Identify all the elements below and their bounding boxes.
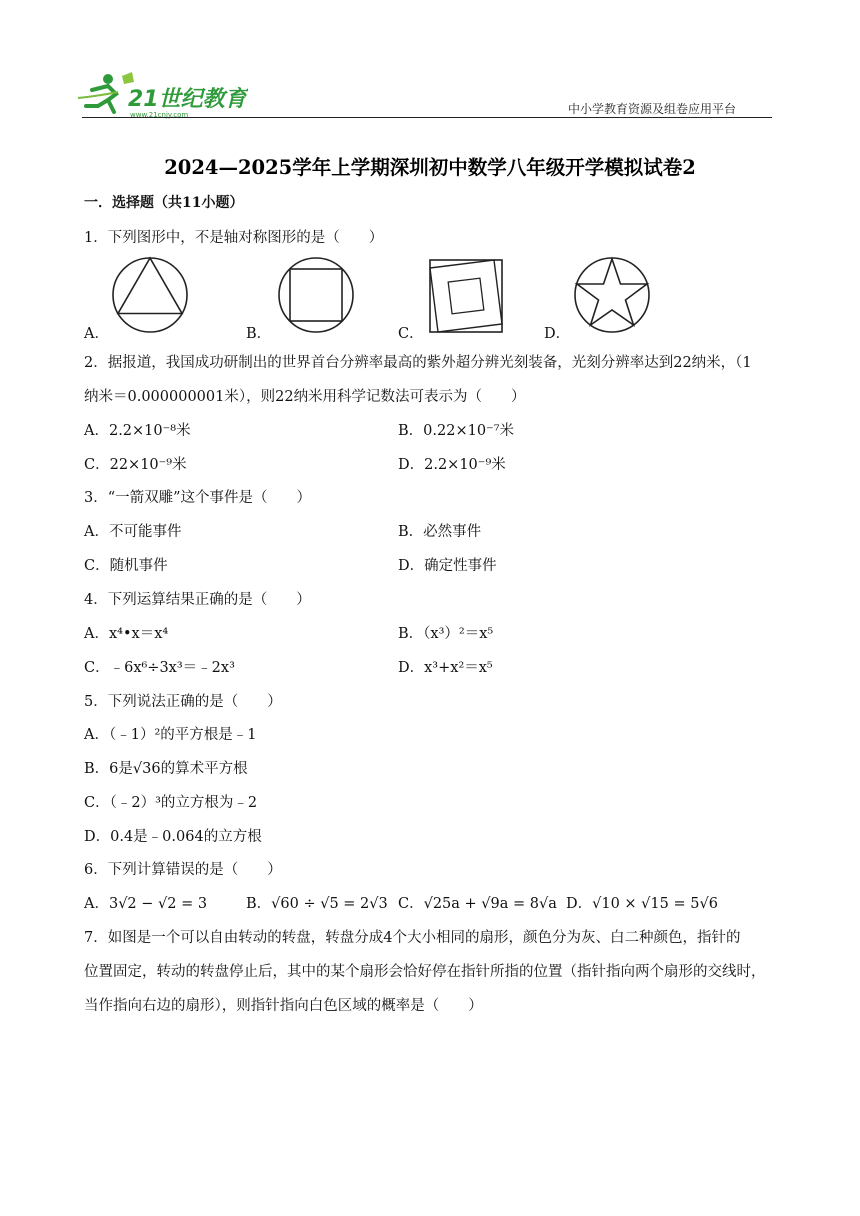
header-divider [82,117,772,118]
runner-icon [78,72,134,112]
question-2-stem-line1: 2．据报道，我国成功研制出的世界首台分辨率最高的紫外超分辨光刻装备，光刻分辨率达到22纳米，（1 [84,355,752,371]
q5-option-c: C．（﹣2）³的立方根为﹣2 [84,795,258,811]
question-4-stem: 4．下列运算结果正确的是（ ） [84,592,311,608]
q2-option-d: D．2.2×10⁻⁹米 [398,457,506,473]
q5-option-b: B．6是√36的算术平方根 [84,761,248,777]
logo-text: 21世纪教育 [128,87,247,112]
logo-url: www.21cnjy.com [130,111,189,119]
q4-option-b: B．（x³）²＝x⁵ [398,626,494,642]
q3-option-d: D．确定性事件 [398,558,497,574]
question-5-stem: 5．下列说法正确的是（ ） [84,694,282,710]
question-2-stem-line2: 纳米＝0.000000001米），则22纳米用科学记数法可表示为（ ） [84,389,526,405]
q3-option-c: C．随机事件 [84,558,168,574]
question-7-line3: 当作指向右边的扇形），则指针指向白色区域的概率是（ ） [84,998,483,1014]
q1-option-c-label: C． [398,326,424,342]
page-title: 2024—2025学年上学期深圳初中数学八年级开学模拟试卷2 [164,156,696,179]
question-7-line2: 位置固定，转动的转盘停止后，其中的某个扇形会恰好停在指针所指的位置（指针指向两个扇形的交线时， [84,964,766,980]
q2-option-c: C．22×10⁻⁹米 [84,457,187,473]
question-1-stem: 1．下列图形中，不是轴对称图形的是（ ） [84,230,384,246]
logo [78,70,248,120]
q5-option-d: D．0.4是﹣0.064的立方根 [84,829,262,845]
figure-circle-square [276,255,356,335]
q4-option-c: C．﹣6x⁶÷3x³＝﹣2x³ [84,660,235,676]
q6-option-c: C．√25a + √9a = 8√a [398,896,557,912]
q2-option-a: A．2.2×10⁻⁸米 [84,423,191,439]
question-7-line1: 7．如图是一个可以自由转动的转盘，转盘分成4个大小相同的扇形，颜色分为灰、白二种颜色，指针的 [84,930,741,946]
figure-circle-triangle [110,255,190,335]
q6-option-a: A．3√2 − √2 = 3 [84,896,208,912]
figure-circle-star [572,255,652,335]
figure-square-in-square [428,258,504,334]
platform-name: 中小学教育资源及组卷应用平台 [567,102,736,116]
q4-option-d: D．x³+x²＝x⁵ [398,660,493,676]
question-6-stem: 6．下列计算错误的是（ ） [84,862,282,878]
q1-option-a-label: A． [84,326,109,342]
q3-option-b: B．必然事件 [398,524,482,540]
q3-option-a: A．不可能事件 [84,524,182,540]
q6-option-b: B．√60 ÷ √5 = 2√3 [246,896,388,912]
q1-option-b-label: B． [246,326,272,342]
q5-option-a: A．（﹣1）²的平方根是﹣1 [84,727,257,743]
q1-option-d-label: D． [544,326,571,342]
q6-option-d: D．√10 × √15 = 5√6 [566,896,718,912]
section-heading: 一．选择题（共11小题） [84,195,244,211]
question-3-stem: 3．“一箭双雕”这个事件是（ ） [84,490,312,506]
q4-option-a: A．x⁴•x＝x⁴ [84,626,169,642]
q2-option-b: B．0.22×10⁻⁷米 [398,423,515,439]
